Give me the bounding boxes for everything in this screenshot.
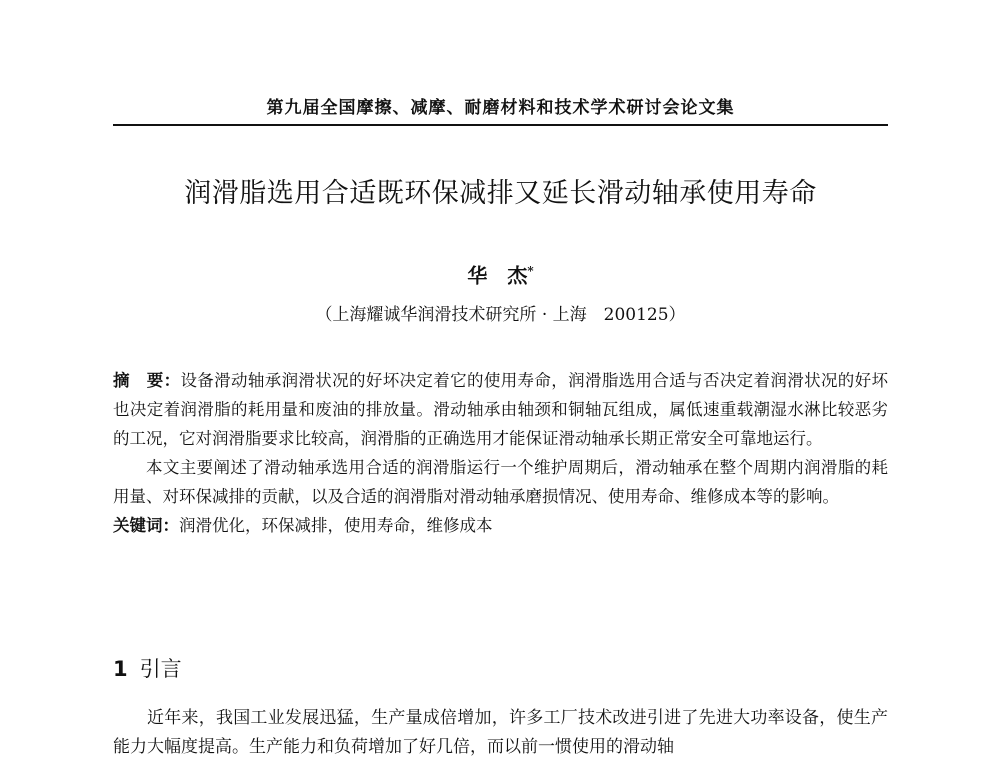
affiliation: （上海耀诚华润滑技术研究所 · 上海 200125） [315, 305, 686, 325]
abstract-paragraph-1 [113, 366, 888, 453]
section-title: 引言 [139, 657, 182, 681]
abstract-paragraph-2: 本文主要阐述了滑动轴承选用合适的润滑脂运行一个维护周期后，滑动轴承在整个周期内润滑脂的耗用量、对环保减排的贡献，以及合适的润滑脂对滑动轴承磨损情况、使用寿命、维修成本等的影响。 [113, 458, 888, 506]
keywords [113, 511, 888, 540]
section-heading [113, 655, 888, 683]
abstract [113, 366, 888, 540]
keywords-label: 关键词： [113, 516, 179, 535]
body-paragraph: 近年来，我国工业发展迅猛，生产量成倍增加，许多工厂技术改进引进了先进大功率设备，使生产能力大幅度提高。生产能力和负荷增加了好几倍，而以前一惯使用的滑动轴 [113, 708, 888, 757]
author-name: 华 杰 [467, 263, 528, 288]
section-body [113, 704, 888, 762]
keywords-text: 润滑优化，环保减排，使用寿命，维修成本 [179, 516, 493, 535]
paper-title: 润滑脂选用合适既环保减排又延长滑动轴承使用寿命 [184, 178, 817, 209]
abstract-text-1: 设备滑动轴承润滑状况的好坏决定着它的使用寿命，润滑脂选用合适与否决定着润滑状况的好坏也决定着润滑脂的耗用量和废油的排放量。滑动轴承由轴颈和铜轴瓦组成，属低速重载潮湿水淋比较恶劣的工况，它对润滑脂要求比较高，润滑脂的正确选用才能保证滑动轴承长期正常安全可靠地运行。 [113, 371, 889, 448]
header-rule [113, 124, 888, 126]
section-number: 1 [113, 657, 128, 681]
author [113, 258, 888, 289]
abstract-label: 摘 要： [113, 371, 181, 390]
author-footnote-mark: * [527, 264, 534, 278]
proceedings-header: 第九届全国摩擦、减摩、耐磨材料和技术学术研讨会论文集 [266, 98, 735, 118]
